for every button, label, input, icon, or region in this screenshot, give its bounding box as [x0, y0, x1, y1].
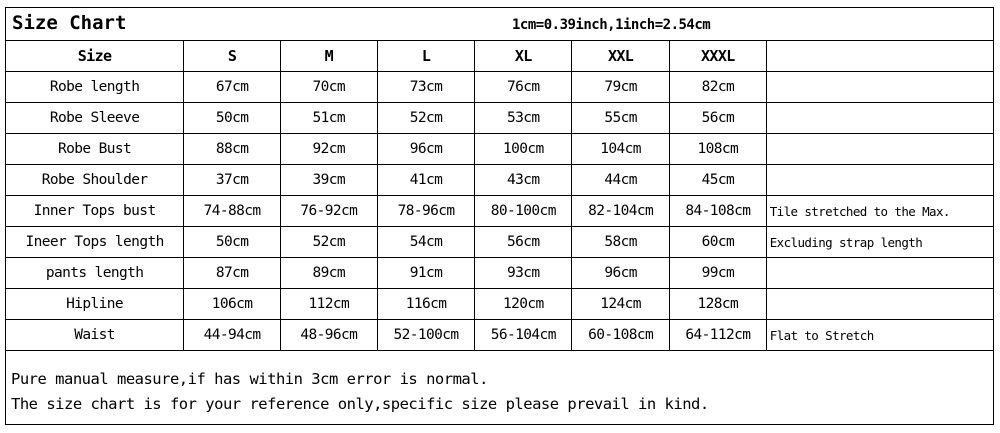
- table-cell: 60-108cm: [572, 320, 670, 351]
- table-row: [6, 227, 993, 258]
- table-header-row: [6, 41, 993, 72]
- table-cell: 37cm: [184, 165, 281, 196]
- table-cell: 58cm: [572, 227, 670, 258]
- measurement-label: Ineer Tops length: [6, 227, 184, 258]
- table-cell: 60cm: [669, 227, 766, 258]
- note-cell: [766, 134, 993, 165]
- size-header: XXXL: [669, 41, 766, 72]
- measurement-label: Waist: [6, 320, 184, 351]
- size-header: XXL: [572, 41, 670, 72]
- measurement-label: Robe Bust: [6, 134, 184, 165]
- table-row: [6, 196, 993, 227]
- note-cell: [766, 258, 993, 289]
- table-row: [6, 289, 993, 320]
- size-header: XL: [475, 41, 572, 72]
- table-cell: 41cm: [377, 165, 475, 196]
- table-cell: 52cm: [377, 103, 475, 134]
- note-cell: [766, 72, 993, 103]
- table-cell: 116cm: [377, 289, 475, 320]
- table-cell: 54cm: [377, 227, 475, 258]
- table-cell: 79cm: [572, 72, 670, 103]
- table-cell: 99cm: [669, 258, 766, 289]
- note-cell: Flat to Stretch: [766, 320, 993, 351]
- note-cell: [766, 103, 993, 134]
- table-cell: 76cm: [475, 72, 572, 103]
- table-cell: 55cm: [572, 103, 670, 134]
- note-cell: [766, 165, 993, 196]
- measurement-label: Hipline: [6, 289, 184, 320]
- table-cell: 80-100cm: [475, 196, 572, 227]
- table-row: [6, 258, 993, 289]
- table-cell: 88cm: [184, 134, 281, 165]
- table-cell: 91cm: [377, 258, 475, 289]
- table-cell: 84-108cm: [669, 196, 766, 227]
- table-cell: 67cm: [184, 72, 281, 103]
- note-cell: [766, 289, 993, 320]
- table-cell: 78-96cm: [377, 196, 475, 227]
- table-cell: 82cm: [669, 72, 766, 103]
- table-cell: 39cm: [280, 165, 377, 196]
- measurement-label: Robe Shoulder: [6, 165, 184, 196]
- size-header: S: [184, 41, 281, 72]
- table-cell: 108cm: [669, 134, 766, 165]
- table-cell: 120cm: [475, 289, 572, 320]
- table-cell: 89cm: [280, 258, 377, 289]
- header-label: Size: [6, 41, 184, 72]
- table-cell: 44-94cm: [184, 320, 281, 351]
- size-header: L: [377, 41, 475, 72]
- size-table: [6, 40, 993, 351]
- measurement-label: Robe Sleeve: [6, 103, 184, 134]
- table-cell: 56-104cm: [475, 320, 572, 351]
- unit-conversion: 1cm=0.39inch,1inch=2.54cm: [512, 17, 711, 33]
- table-cell: 100cm: [475, 134, 572, 165]
- table-cell: 96cm: [377, 134, 475, 165]
- title-row: [6, 8, 993, 41]
- table-cell: 50cm: [184, 103, 281, 134]
- table-row: [6, 320, 993, 351]
- table-cell: 51cm: [280, 103, 377, 134]
- table-cell: 48-96cm: [280, 320, 377, 351]
- table-row: [6, 134, 993, 165]
- measurement-label: Inner Tops bust: [6, 196, 184, 227]
- table-cell: 82-104cm: [572, 196, 670, 227]
- table-cell: 53cm: [475, 103, 572, 134]
- note-cell: Tile stretched to the Max.: [766, 196, 993, 227]
- table-cell: 128cm: [669, 289, 766, 320]
- size-header: M: [280, 41, 377, 72]
- table-cell: 124cm: [572, 289, 670, 320]
- table-cell: 70cm: [280, 72, 377, 103]
- table-cell: 96cm: [572, 258, 670, 289]
- table-cell: 64-112cm: [669, 320, 766, 351]
- footer-line-1: Pure manual measure,if has within 3cm error is normal.: [11, 370, 488, 388]
- table-cell: 56cm: [669, 103, 766, 134]
- table-cell: 104cm: [572, 134, 670, 165]
- table-cell: 56cm: [475, 227, 572, 258]
- table-cell: 44cm: [572, 165, 670, 196]
- footer-notes: [11, 367, 709, 417]
- measurement-label: pants length: [6, 258, 184, 289]
- table-cell: 73cm: [377, 72, 475, 103]
- table-row: [6, 165, 993, 196]
- table-row: [6, 103, 993, 134]
- page-title: Size Chart: [12, 12, 127, 34]
- table-cell: 45cm: [669, 165, 766, 196]
- measurement-label: Robe length: [6, 72, 184, 103]
- table-cell: 76-92cm: [280, 196, 377, 227]
- table-cell: 87cm: [184, 258, 281, 289]
- size-chart: [5, 7, 994, 425]
- table-cell: 74-88cm: [184, 196, 281, 227]
- table-cell: 92cm: [280, 134, 377, 165]
- table-cell: 50cm: [184, 227, 281, 258]
- table-cell: 112cm: [280, 289, 377, 320]
- note-cell: Excluding strap length: [766, 227, 993, 258]
- table-cell: 52-100cm: [377, 320, 475, 351]
- footer-line-2: The size chart is for your reference only,specific size please prevail in kind.: [11, 395, 709, 413]
- table-cell: 106cm: [184, 289, 281, 320]
- note-cell: [766, 41, 993, 72]
- table-row: [6, 72, 993, 103]
- table-cell: 93cm: [475, 258, 572, 289]
- table-cell: 43cm: [475, 165, 572, 196]
- table-cell: 52cm: [280, 227, 377, 258]
